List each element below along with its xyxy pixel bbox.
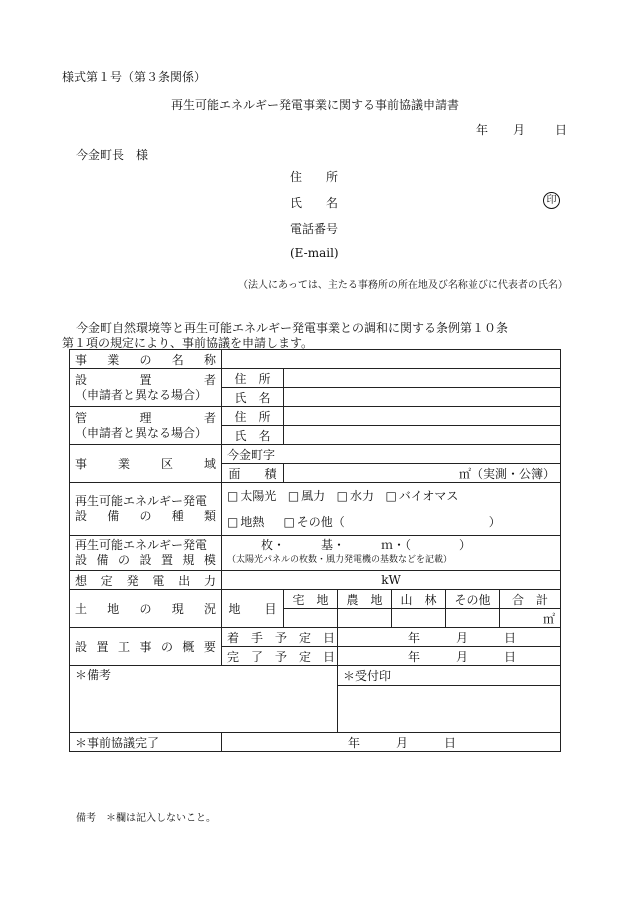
corporate-note: （法人にあっては、主たる事務所の所在地及び名称並びに代表者の氏名） bbox=[238, 280, 568, 291]
land-other-field[interactable] bbox=[446, 609, 500, 628]
land-category-label: 地 目 bbox=[222, 590, 284, 628]
installer-name-label: 氏 名 bbox=[222, 388, 284, 407]
date-day-label: 日 bbox=[555, 123, 568, 137]
land-type-residential: 宅 地 bbox=[284, 590, 338, 609]
town-prefix-field[interactable]: 今金町字 bbox=[222, 445, 561, 464]
installation-scale-label: 再生可能エネルギー発電 設 備 の 設 置 規 模 bbox=[70, 536, 222, 571]
manager-address-label: 住 所 bbox=[222, 407, 284, 426]
land-residential-field[interactable] bbox=[284, 609, 338, 628]
installer-address-field[interactable] bbox=[284, 369, 561, 388]
checkbox-biomass[interactable]: □ バイオマス bbox=[385, 489, 459, 503]
scale-note: （太陽光パネルの枚数・風力発電機の基数などを記載） bbox=[227, 555, 453, 565]
land-forest-field[interactable] bbox=[392, 609, 446, 628]
form-number: 様式第１号（第３条関係） bbox=[62, 70, 207, 84]
land-status-label: 土 地 の 現 況 bbox=[70, 590, 222, 628]
applicant-name-label: 氏 名 bbox=[290, 196, 339, 210]
checkbox-other[interactable]: □ その他（ ） bbox=[283, 515, 501, 529]
applicant-email-label: (E-mail) bbox=[290, 246, 339, 260]
installation-scale-field[interactable] bbox=[222, 536, 561, 571]
footer-note: 備考 ＊欄は記入しないこと。 bbox=[76, 813, 216, 824]
area-size-field[interactable]: ㎡（実測・公簿） bbox=[284, 464, 561, 483]
consultation-completed-label: ＊事前協議完了 bbox=[70, 733, 222, 752]
remarks-label: ＊備考 bbox=[75, 668, 112, 682]
land-type-other: その他 bbox=[446, 590, 500, 609]
land-type-forest: 山 林 bbox=[392, 590, 446, 609]
installer-label: 設 置 者 （申請者と異なる場合） bbox=[70, 369, 222, 407]
intro-line-1: 今金町自然環境等と再生可能エネルギー発電事業との調和に関する条例第１０条 bbox=[76, 321, 509, 335]
end-date-label: 完 了 予 定 日 bbox=[222, 647, 338, 666]
page-title: 再生可能エネルギー発電事業に関する事前協議申請書 bbox=[170, 98, 459, 112]
receipt-stamp-label: ＊受付印 bbox=[338, 666, 561, 686]
manager-name-field[interactable] bbox=[284, 426, 561, 445]
project-name-label: 事 業 の 名 称 bbox=[70, 350, 222, 369]
construction-summary-label: 設 置 工 事 の 概 要 bbox=[70, 628, 222, 666]
expected-output-label: 想 定 発 電 出 力 bbox=[70, 571, 222, 590]
checkbox-wind[interactable]: □ 風力 bbox=[287, 489, 326, 503]
start-date-label: 着 手 予 定 日 bbox=[222, 628, 338, 647]
consultation-completed-date[interactable]: 年 月 日 bbox=[222, 733, 561, 752]
receipt-stamp-box[interactable] bbox=[338, 685, 561, 732]
manager-label: 管 理 者 （申請者と異なる場合） bbox=[70, 407, 222, 445]
manager-name-label: 氏 名 bbox=[222, 426, 284, 445]
installer-name-field[interactable] bbox=[284, 388, 561, 407]
project-area-label: 事 業 区 域 bbox=[70, 445, 222, 483]
intro-line-2: 第１項の規定により、事前協議を申請します。 bbox=[62, 336, 314, 350]
seal-mark bbox=[543, 192, 560, 209]
checkbox-hydro[interactable]: □ 水力 bbox=[336, 489, 374, 503]
applicant-phone-label: 電話番号 bbox=[290, 222, 339, 236]
facility-type-options bbox=[222, 483, 561, 536]
land-type-total: 合 計 bbox=[500, 590, 561, 609]
checkbox-solar[interactable]: □ 太陽光 bbox=[227, 489, 277, 503]
installer-address-label: 住 所 bbox=[222, 369, 284, 388]
land-type-farmland: 農 地 bbox=[338, 590, 392, 609]
applicant-address-label: 住 所 bbox=[290, 170, 339, 184]
date-year-label: 年 bbox=[476, 123, 489, 137]
scale-value: 枚・ 基・ ｍ・（ ） bbox=[261, 538, 472, 552]
seal-glyph: 印 bbox=[543, 192, 560, 209]
facility-type-label: 再生可能エネルギー発電 設 備 の 種 類 bbox=[70, 483, 222, 536]
date-month-label: 月 bbox=[513, 123, 526, 137]
checkbox-geothermal[interactable]: □ 地熱 bbox=[227, 515, 265, 529]
addressee: 今金町長 様 bbox=[76, 148, 149, 162]
land-total-field[interactable]: ㎡ bbox=[500, 609, 561, 628]
manager-address-field[interactable] bbox=[284, 407, 561, 426]
expected-output-field[interactable]: kW bbox=[222, 571, 561, 590]
application-table bbox=[69, 349, 561, 752]
area-size-label: 面 積 bbox=[222, 464, 284, 483]
start-date-field[interactable]: 年 月 日 bbox=[338, 628, 561, 647]
project-name-field[interactable] bbox=[222, 350, 561, 369]
end-date-field[interactable]: 年 月 日 bbox=[338, 647, 561, 666]
land-farmland-field[interactable] bbox=[338, 609, 392, 628]
remarks-box[interactable] bbox=[70, 666, 338, 733]
